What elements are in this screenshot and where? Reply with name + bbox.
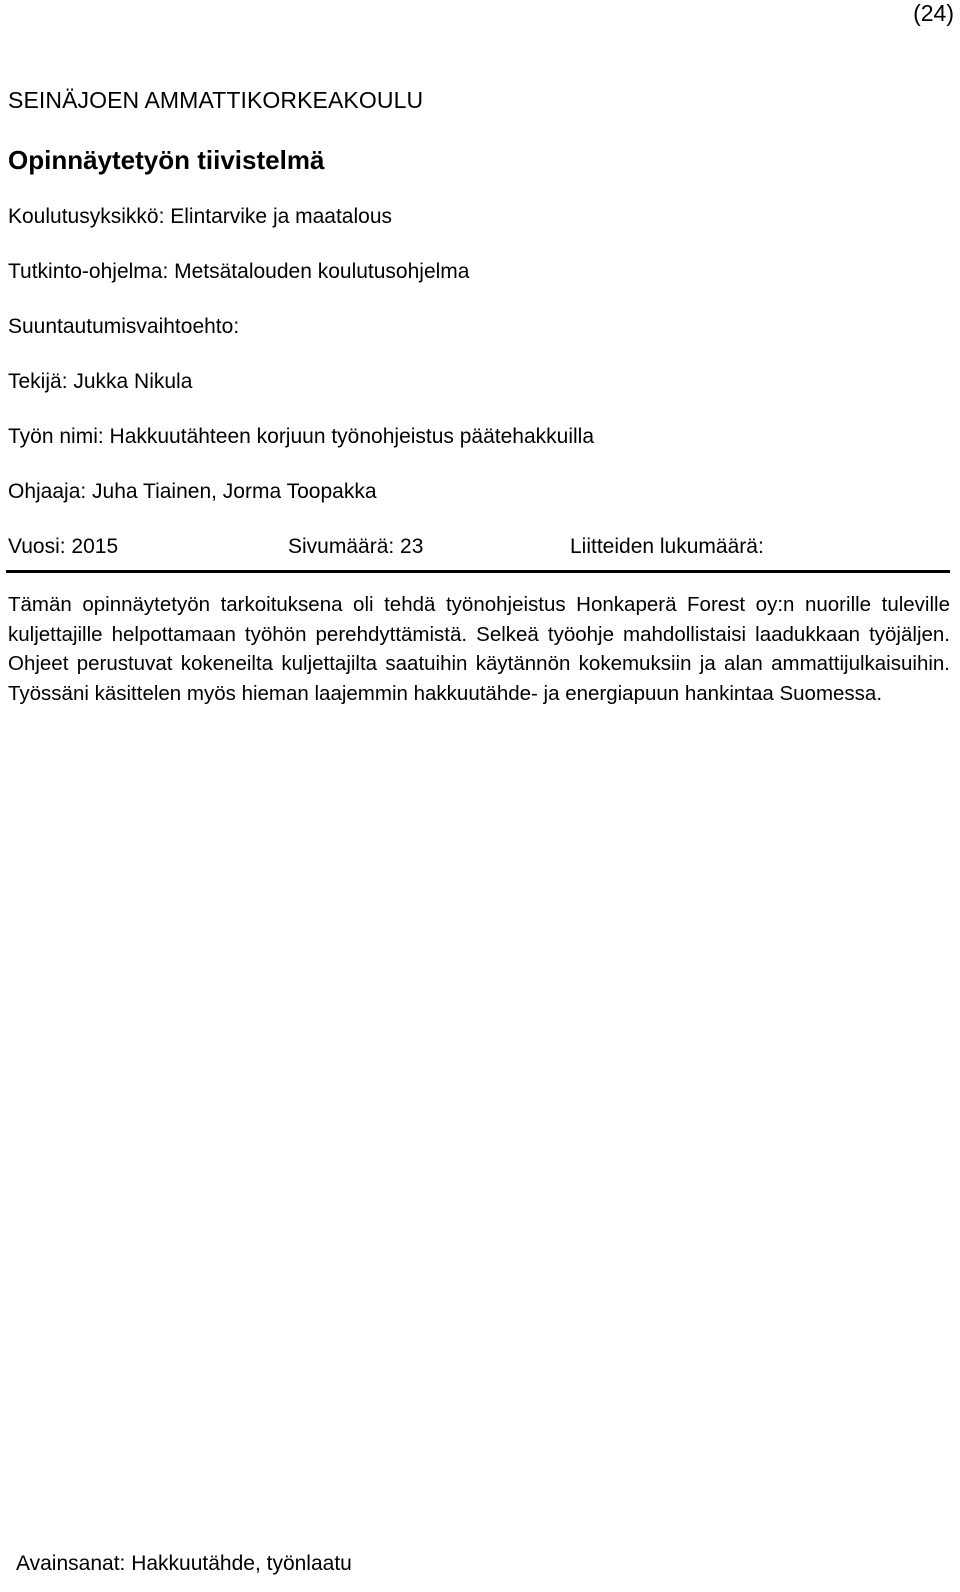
divider-rule (6, 570, 950, 573)
university-name: SEINÄJOEN AMMATTIKORKEAKOULU (8, 87, 424, 113)
meta-pages: Sivumäärä: 23 (288, 535, 424, 558)
field-author: Tekijä: Jukka Nikula (8, 370, 193, 393)
abstract-text: Tämän opinnäytetyön tarkoituksena oli tehdä työnohjeistus Honkaperä Forest oy:n nuorille tuleville kuljettajille helpottamaan työhön perehdyttämistä. Selkeä työohje mahdollistaisi laadukkaan työjäljen. Ohjeet perustuvat kokeneilta kuljettajilta saatuihin käytännön kokemuksiin ja alan ammattijulkaisuihin. Työssäni käsittelen myös hieman laajemmin hakkuutähde- ja energiapuun hankintaa Suomessa. (8, 593, 950, 705)
field-specialization: Suuntautumisvaihtoehto: (8, 315, 240, 338)
meta-appendices: Liitteiden lukumäärä: (570, 535, 764, 558)
field-unit: Koulutusyksikkö: Elintarvike ja maatalous (8, 205, 393, 228)
page-title: Opinnäytetyön tiivistelmä (8, 145, 325, 175)
page-number: (24) (913, 0, 954, 26)
keywords: Avainsanat: Hakkuutähde, työnlaatu (16, 1552, 352, 1575)
meta-row (8, 534, 952, 560)
meta-year: Vuosi: 2015 (8, 535, 119, 558)
field-programme: Tutkinto-ohjelma: Metsätalouden koulutusohjelma (8, 260, 470, 283)
field-supervisor: Ohjaaja: Juha Tiainen, Jorma Toopakka (8, 480, 377, 503)
field-work-title: Työn nimi: Hakkuutähteen korjuun työnohjeistus päätehakkuilla (8, 425, 595, 448)
